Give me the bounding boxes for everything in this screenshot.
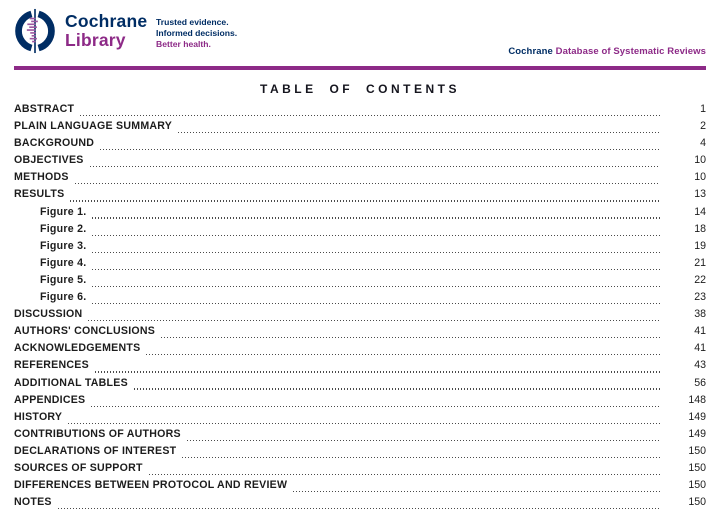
tagline-line-2: Informed decisions. <box>156 28 238 38</box>
logo-wordmark-cochrane: Cochrane <box>65 11 148 31</box>
toc-entry-label: DECLARATIONS OF INTEREST <box>14 444 177 457</box>
toc-row[interactable] <box>14 445 706 462</box>
toc-entry-label: REFERENCES <box>14 359 89 372</box>
journal-name-prefix: Cochrane <box>508 46 553 57</box>
toc-list <box>14 103 706 513</box>
toc-page-number: 150 <box>688 496 706 509</box>
header-divider <box>14 66 706 70</box>
toc-page-number: 10 <box>694 171 706 184</box>
toc-dotted-leader <box>92 269 660 270</box>
toc-row[interactable] <box>14 240 706 257</box>
toc-page-number: 14 <box>694 205 706 218</box>
toc-entry-label: METHODS <box>14 171 69 184</box>
toc-page-number: 41 <box>694 325 706 338</box>
toc-dotted-leader <box>95 371 660 372</box>
toc-entry-label: CONTRIBUTIONS OF AUTHORS <box>14 427 181 440</box>
toc-page-number: 41 <box>694 342 706 355</box>
toc-page-number: 13 <box>694 188 706 201</box>
toc-page-number: 149 <box>688 427 706 440</box>
toc-dotted-leader <box>80 115 660 116</box>
tagline <box>156 17 237 50</box>
toc-dotted-leader <box>92 286 660 287</box>
logo-wordmark <box>65 12 147 50</box>
toc-entry-label: PLAIN LANGUAGE SUMMARY <box>14 120 173 133</box>
logo-wordmark-library: Library <box>65 30 126 50</box>
toc-row[interactable] <box>14 479 706 496</box>
toc-entry-label: DIFFERENCES BETWEEN PROTOCOL AND REVIEW <box>14 479 288 492</box>
toc-row[interactable] <box>14 257 706 274</box>
toc-page-number: 2 <box>700 120 706 133</box>
toc-row[interactable] <box>14 274 706 291</box>
toc-row[interactable] <box>14 359 706 376</box>
toc-dotted-leader <box>90 166 660 167</box>
page-title: TABLE OF CONTENTS <box>260 82 460 96</box>
toc-page-number: 23 <box>694 291 706 304</box>
toc-entry-label: SOURCES OF SUPPORT <box>14 461 143 474</box>
toc-page-number: 148 <box>688 393 706 406</box>
toc-entry-label: DISCUSSION <box>14 308 83 321</box>
toc-page-number: 150 <box>688 479 706 492</box>
toc-entry-label: ACKNOWLEDGEMENTS <box>14 342 141 355</box>
toc-dotted-leader <box>92 235 660 236</box>
tagline-line-1: Trusted evidence. <box>156 17 229 27</box>
toc-row[interactable] <box>14 394 706 411</box>
tagline-line-3: Better health. <box>156 39 211 49</box>
toc-page-number: 22 <box>694 273 706 286</box>
journal-name-suffix: Database of Systematic Reviews <box>552 46 706 57</box>
toc-dotted-leader <box>293 491 660 492</box>
toc-entry-label: OBJECTIVES <box>14 154 84 167</box>
toc-entry-label: APPENDICES <box>14 393 86 406</box>
toc-page-number: 149 <box>688 410 706 423</box>
toc-entry-label: BACKGROUND <box>14 137 95 150</box>
toc-dotted-leader <box>178 132 660 133</box>
toc-entry-label: Figure 4. <box>40 256 87 269</box>
toc-dotted-leader <box>88 320 660 321</box>
toc-page-number: 4 <box>700 137 706 150</box>
toc-entry-label: Figure 2. <box>40 222 87 235</box>
toc-entry-label: Figure 1. <box>40 205 87 218</box>
toc-dotted-leader <box>182 457 660 458</box>
toc-page-number: 21 <box>694 256 706 269</box>
toc-entry-label: ADDITIONAL TABLES <box>14 376 128 389</box>
toc-entry-label: Figure 5. <box>40 273 87 286</box>
toc-dotted-leader <box>100 149 660 150</box>
toc-dotted-leader <box>92 217 660 218</box>
toc-row[interactable] <box>14 223 706 240</box>
toc-row[interactable] <box>14 308 706 325</box>
toc-row[interactable] <box>14 411 706 428</box>
toc-dotted-leader <box>92 252 660 253</box>
journal-name <box>508 46 706 57</box>
toc-dotted-leader <box>149 474 660 475</box>
toc-entry-label: HISTORY <box>14 410 63 423</box>
toc-row[interactable] <box>14 291 706 308</box>
toc-row[interactable] <box>14 377 706 394</box>
toc-row[interactable] <box>14 206 706 223</box>
toc-entry-label: NOTES <box>14 496 52 509</box>
toc-page-number: 150 <box>688 444 706 457</box>
toc-row[interactable] <box>14 428 706 445</box>
toc-row[interactable] <box>14 171 706 188</box>
toc-dotted-leader <box>75 183 660 184</box>
toc-entry-label: Figure 6. <box>40 291 87 304</box>
toc-dotted-leader <box>161 337 660 338</box>
toc-dotted-leader <box>91 406 660 407</box>
toc-dotted-leader <box>70 200 660 201</box>
toc-row[interactable] <box>14 103 706 120</box>
toc-entry-label: AUTHORS' CONCLUSIONS <box>14 325 156 338</box>
toc-row[interactable] <box>14 462 706 479</box>
toc-page-number: 56 <box>694 376 706 389</box>
toc-row[interactable] <box>14 154 706 171</box>
toc-row[interactable] <box>14 120 706 137</box>
toc-row[interactable] <box>14 496 706 513</box>
toc-page-number: 43 <box>694 359 706 372</box>
toc-page-number: 150 <box>688 461 706 474</box>
toc-dotted-leader <box>134 388 660 389</box>
toc-dotted-leader <box>146 354 660 355</box>
toc-page-number: 38 <box>694 308 706 321</box>
toc-entry-label: ABSTRACT <box>14 103 75 115</box>
toc-page-number: 1 <box>700 103 706 115</box>
toc-dotted-leader <box>187 440 660 441</box>
toc-entry-label: RESULTS <box>14 188 65 201</box>
toc-row[interactable] <box>14 325 706 342</box>
toc-row[interactable] <box>14 137 706 154</box>
page-header <box>0 0 720 72</box>
toc-row[interactable] <box>14 342 706 359</box>
toc-page-number: 10 <box>694 154 706 167</box>
toc-dotted-leader <box>68 423 660 424</box>
cochrane-forest-plot-icon <box>12 8 58 54</box>
cochrane-library-logo <box>12 8 147 54</box>
toc-dotted-leader <box>92 303 660 304</box>
toc-row[interactable] <box>14 188 706 205</box>
toc-dotted-leader <box>58 508 660 509</box>
toc-entry-label: Figure 3. <box>40 239 87 252</box>
toc-page-number: 19 <box>694 239 706 252</box>
toc-page-number: 18 <box>694 222 706 235</box>
